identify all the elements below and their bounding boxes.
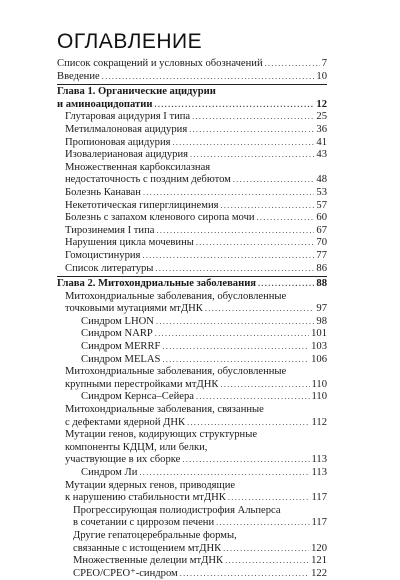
- toc-entry-text: участвующие в их сборке: [65, 454, 181, 466]
- toc-entry-text: Синдром Кернса–Сейера: [81, 391, 194, 403]
- divider: [57, 84, 327, 85]
- leader-dots: [190, 149, 314, 162]
- toc-entry-text: Болезнь с запахом кленового сиропа мочи: [65, 212, 255, 224]
- page-number: 86: [316, 262, 327, 274]
- page-number: 77: [316, 249, 327, 261]
- toc-chapter-1[interactable]: [57, 86, 327, 111]
- leader-dots: [187, 417, 309, 430]
- toc-entry-text: Синдром MELAS: [81, 353, 161, 365]
- toc-entry-text: Метилмалоновая ацидурия: [65, 123, 188, 135]
- toc-entry-text: Изовалериановая ацидурия: [65, 149, 189, 161]
- page-number: 110: [311, 391, 327, 403]
- page-number: 12: [316, 98, 327, 110]
- page-title: ОГЛАВЛЕНИЕ: [57, 30, 203, 53]
- toc-entry[interactable]: [57, 391, 327, 404]
- page-number: 41: [316, 136, 327, 148]
- leader-dots: [205, 303, 315, 316]
- page-number: 113: [311, 454, 327, 466]
- toc-entry-text: Тирозинемия I типа: [65, 224, 155, 236]
- toc-entry-text-line: Митохондриальные заболевания, обусловленные: [65, 290, 287, 302]
- leader-dots: [220, 379, 309, 392]
- page-number: 97: [316, 303, 327, 315]
- toc-entry-text-line: Прогрессирующая полиодистрофия Альперса: [73, 504, 281, 516]
- leader-dots: [233, 174, 315, 187]
- toc-entry[interactable]: [57, 137, 327, 150]
- page-number: 122: [311, 567, 327, 579]
- toc-entry-text-line: Мутации генов, кодирующих структурные: [65, 429, 258, 441]
- leader-dots: [265, 58, 320, 71]
- leader-dots: [155, 328, 309, 341]
- toc-entry[interactable]: [57, 480, 327, 505]
- leader-dots: [173, 137, 315, 150]
- page-number: 120: [311, 542, 327, 554]
- toc-entry[interactable]: [57, 149, 327, 162]
- table-of-contents: [57, 30, 327, 580]
- toc-entry-text-line: Митохондриальные заболевания, связанные: [65, 404, 264, 416]
- leader-dots: [258, 278, 314, 291]
- leader-dots: [143, 187, 314, 200]
- page-number: 101: [311, 328, 327, 340]
- leader-dots: [189, 124, 314, 137]
- toc-entry-text: точковыми мутациями мтДНК: [65, 303, 203, 315]
- toc-entry-text: Введение: [57, 70, 100, 82]
- leader-dots: [225, 555, 309, 568]
- toc-entry-text: с дефектами ядерной ДНК: [65, 416, 186, 428]
- toc-entry-text-line: компоненты КДЦМ, или белки,: [65, 441, 208, 453]
- toc-entry[interactable]: [57, 467, 327, 480]
- leader-dots: [154, 99, 314, 112]
- chapter-title-line: Глава 1. Органические ацидурии: [57, 86, 216, 98]
- toc-entry[interactable]: [57, 328, 327, 341]
- toc-entry-text: Гомоцистинурия: [65, 249, 141, 261]
- page-number: 53: [316, 186, 327, 198]
- toc-entry[interactable]: [57, 200, 327, 213]
- divider: [57, 276, 327, 277]
- page-number: 117: [311, 517, 327, 529]
- page-number: 121: [311, 555, 327, 567]
- page-number: 117: [311, 492, 327, 504]
- toc-entry-text: Синдром LHON: [81, 315, 154, 327]
- toc-entry-text-line: Митохондриальные заболевания, обусловленные: [65, 366, 287, 378]
- leader-dots: [196, 391, 310, 404]
- toc-entry-text: Множественные делеции мтДНК: [73, 555, 224, 567]
- toc-entry[interactable]: [57, 404, 327, 429]
- toc-entry-text-line: Мутации ядерных генов, приводящие: [65, 479, 236, 491]
- toc-entry[interactable]: [57, 111, 327, 124]
- toc-entry-text: Нарушения цикла мочевины: [65, 237, 194, 249]
- chapter-title-line: и аминоацидопатии: [57, 98, 153, 110]
- page-number: 57: [316, 199, 327, 211]
- leader-dots: [180, 568, 309, 580]
- page-number: 36: [316, 123, 327, 135]
- toc-chapter-2[interactable]: [57, 278, 327, 291]
- page-number: 70: [316, 237, 327, 249]
- toc-entry-text: Синдром NARP: [81, 328, 153, 340]
- toc-entry-text: к нарушению стабильности мтДНК: [65, 492, 226, 504]
- toc-entry-text: Синдром Ли: [81, 467, 138, 478]
- leader-dots: [102, 71, 315, 84]
- toc-entry[interactable]: [57, 212, 327, 225]
- page-number: 48: [316, 174, 327, 186]
- page-number: 25: [316, 111, 327, 123]
- page-number: 112: [311, 416, 327, 428]
- leader-dots: [257, 212, 315, 225]
- leader-dots: [223, 543, 309, 556]
- page-number: 88: [316, 278, 327, 290]
- page-number: 10: [316, 70, 327, 82]
- leader-dots: [196, 237, 315, 250]
- toc-entry[interactable]: [57, 505, 327, 530]
- toc-entry[interactable]: [57, 124, 327, 137]
- leader-dots: [142, 250, 314, 263]
- leader-dots: [162, 354, 309, 367]
- toc-entry-text: Список литературы: [65, 262, 154, 274]
- leader-dots: [162, 341, 309, 354]
- leader-dots: [182, 454, 309, 467]
- toc-entry[interactable]: [57, 555, 327, 568]
- toc-entry-introduction[interactable]: [57, 71, 327, 84]
- toc-entry-text-line: Другие гепатоцеребральные формы,: [73, 529, 237, 541]
- leader-dots: [228, 492, 310, 505]
- toc-entry[interactable]: [57, 250, 327, 263]
- leader-dots: [221, 200, 315, 213]
- toc-entry[interactable]: [57, 429, 327, 467]
- toc-entry-text: Глутаровая ацидурия I типа: [65, 111, 191, 123]
- toc-entry[interactable]: [57, 263, 327, 276]
- toc-entry[interactable]: [57, 530, 327, 555]
- chapter-title: Глава 2. Митохондриальные заболевания: [57, 278, 257, 290]
- toc-entry[interactable]: [57, 187, 327, 200]
- toc-entry-abbreviations[interactable]: [57, 58, 327, 71]
- page-number: 98: [316, 315, 327, 327]
- toc-entry-text: Синдром MERRF: [81, 341, 161, 353]
- leader-dots: [155, 263, 314, 276]
- toc-entry[interactable]: [57, 225, 327, 238]
- page-number: 106: [311, 353, 327, 365]
- toc-entry-text: связанные с истощением мтДНК: [73, 542, 222, 554]
- toc-entry[interactable]: [57, 291, 327, 316]
- page-number: 43: [316, 149, 327, 161]
- page-number: 113: [311, 467, 327, 478]
- page-number: 103: [311, 341, 327, 353]
- toc-entry[interactable]: [57, 568, 327, 580]
- toc-entry[interactable]: [57, 341, 327, 354]
- toc-entry-text: крупными перестройками мтДНК: [65, 378, 219, 390]
- toc-entry[interactable]: [57, 162, 327, 187]
- toc-entry-text: в сочетании с циррозом печени: [73, 517, 215, 529]
- page-number: 67: [316, 224, 327, 236]
- page-number: 110: [311, 378, 327, 390]
- toc-entry-text: Пропионовая ацидурия: [65, 136, 171, 148]
- leader-dots: [216, 517, 309, 530]
- toc-entry[interactable]: [57, 354, 327, 367]
- leader-dots: [156, 225, 314, 238]
- toc-entry[interactable]: [57, 366, 327, 391]
- leader-dots: [139, 467, 309, 480]
- leader-dots: [156, 316, 314, 329]
- toc-entry[interactable]: [57, 237, 327, 250]
- toc-entry-text: Некетотическая гиперглицинемия: [65, 199, 219, 211]
- toc-entry-text: Болезнь Канаван: [65, 186, 141, 198]
- toc-entry-text: Список сокращений и условных обозначений: [57, 58, 263, 69]
- toc-entry-text: CPEO/CPEO⁺-синдром: [73, 567, 178, 579]
- toc-entry[interactable]: [57, 316, 327, 329]
- page-number: 7: [321, 58, 327, 69]
- page-number: 60: [316, 212, 327, 224]
- toc-entry-text: недостаточность с поздним дебютом: [65, 174, 231, 186]
- toc-entry-text-line: Множественная карбоксилазная: [65, 161, 211, 173]
- leader-dots: [192, 111, 314, 124]
